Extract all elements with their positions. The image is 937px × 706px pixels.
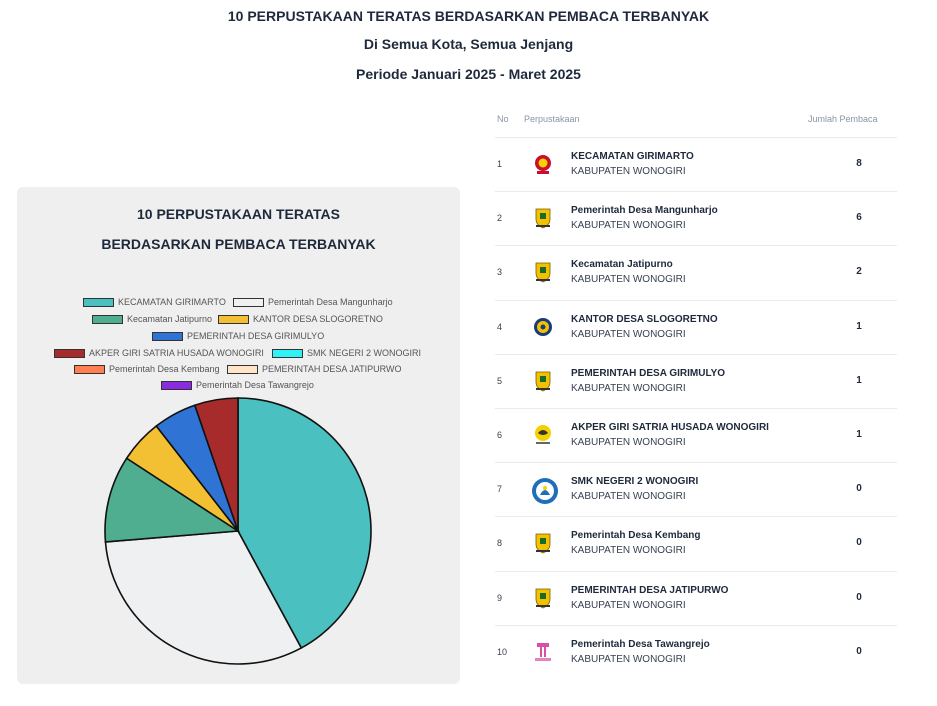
round-emblem-icon bbox=[531, 315, 555, 339]
table-row[interactable] bbox=[495, 137, 897, 191]
page-title: 10 PERPUSTAKAAN TERATAS BERDASARKAN PEMBACA TERBANYAK bbox=[227, 8, 710, 24]
chart-title-line1: 10 PERPUSTAKAAN TERATAS bbox=[136, 206, 341, 222]
legend-label: Pemerintah Desa Mangunharjo bbox=[268, 297, 393, 307]
library-name[interactable]: PEMERINTAH DESA JATIPURWO bbox=[571, 584, 729, 596]
library-name[interactable]: KECAMATAN GIRIMARTO bbox=[571, 151, 694, 162]
table-row[interactable] bbox=[495, 354, 897, 408]
shield-emblem-icon bbox=[531, 206, 555, 230]
red-emblem-icon bbox=[531, 152, 555, 176]
shield-emblem-icon bbox=[531, 369, 555, 393]
legend-label: KANTOR DESA SLOGORETNO bbox=[253, 314, 383, 324]
reader-count: 1 bbox=[856, 429, 862, 440]
library-regency: KABUPATEN WONOGIRI bbox=[571, 220, 686, 232]
shield-emblem-icon bbox=[531, 586, 555, 610]
period-label: Periode Januari 2025 - Maret 2025 bbox=[356, 66, 581, 82]
chart-card bbox=[17, 187, 460, 684]
reader-count: 6 bbox=[856, 212, 862, 224]
table-row[interactable] bbox=[495, 625, 897, 679]
col-header-readers: Jumlah Pembaca bbox=[808, 114, 878, 124]
row-number: 10 bbox=[497, 646, 508, 657]
legend-label: Pemerintah Desa Tawangrejo bbox=[196, 380, 314, 390]
pie-chart bbox=[17, 187, 460, 684]
reader-count: 8 bbox=[856, 158, 862, 169]
reader-count: 1 bbox=[856, 374, 862, 386]
reader-count: 0 bbox=[856, 537, 862, 549]
akper-emblem-icon bbox=[531, 423, 555, 447]
chart-title-line2: BERDASARKAN PEMBACA TERBANYAK bbox=[101, 236, 376, 252]
library-regency: KABUPATEN WONOGIRI bbox=[571, 599, 686, 611]
row-number: 8 bbox=[497, 538, 503, 549]
library-regency: KABUPATEN WONOGIRI bbox=[571, 328, 686, 340]
library-regency: KABUPATEN WONOGIRI bbox=[571, 437, 686, 448]
reader-count: 1 bbox=[856, 320, 862, 332]
row-number: 6 bbox=[497, 430, 503, 440]
row-number: 3 bbox=[497, 267, 503, 278]
reader-count: 0 bbox=[856, 645, 862, 657]
col-header-no: No bbox=[497, 114, 509, 124]
table-row[interactable] bbox=[495, 571, 897, 625]
reader-count: 0 bbox=[856, 483, 862, 495]
row-number: 9 bbox=[497, 592, 503, 603]
reader-count: 0 bbox=[856, 591, 862, 603]
legend-label: Kecamatan Jatipurno bbox=[127, 314, 213, 324]
library-regency: KABUPATEN WONOGIRI bbox=[571, 382, 686, 394]
table-row[interactable] bbox=[495, 462, 897, 516]
library-regency: KABUPATEN WONOGIRI bbox=[571, 166, 686, 177]
table-row[interactable] bbox=[495, 300, 897, 354]
legend-label: PEMERINTAH DESA GIRIMULYO bbox=[187, 331, 325, 341]
legend-label: Pemerintah Desa Kembang bbox=[109, 364, 220, 374]
table-row[interactable] bbox=[495, 516, 897, 570]
library-name[interactable]: KANTOR DESA SLOGORETNO bbox=[571, 313, 718, 325]
legend-label: AKPER GIRI SATRIA HUSADA WONOGIRI bbox=[89, 348, 264, 358]
page-subtitle: Di Semua Kota, Semua Jenjang bbox=[363, 36, 574, 52]
row-number: 2 bbox=[497, 213, 503, 224]
library-regency: KABUPATEN WONOGIRI bbox=[571, 274, 686, 286]
library-name[interactable]: Pemerintah Desa Tawangrejo bbox=[571, 638, 710, 650]
library-name[interactable]: Pemerintah Desa Mangunharjo bbox=[571, 205, 718, 217]
pink-emblem-icon bbox=[531, 640, 555, 664]
library-table bbox=[478, 92, 915, 692]
library-regency: KABUPATEN WONOGIRI bbox=[571, 653, 686, 665]
library-name[interactable]: PEMERINTAH DESA GIRIMULYO bbox=[571, 367, 726, 379]
row-number: 5 bbox=[497, 375, 503, 386]
legend-label: KECAMATAN GIRIMARTO bbox=[118, 297, 226, 307]
shield-emblem-icon bbox=[531, 531, 555, 555]
legend-label: SMK NEGERI 2 WONOGIRI bbox=[307, 348, 422, 358]
library-name[interactable]: AKPER GIRI SATRIA HUSADA WONOGIRI bbox=[571, 422, 769, 433]
table-row[interactable] bbox=[495, 191, 897, 245]
library-name[interactable]: Pemerintah Desa Kembang bbox=[571, 530, 701, 542]
row-number: 4 bbox=[497, 321, 503, 332]
library-name[interactable]: Kecamatan Jatipurno bbox=[571, 259, 673, 271]
library-name[interactable]: SMK NEGERI 2 WONOGIRI bbox=[571, 476, 699, 488]
tut-wuri-emblem-icon bbox=[531, 477, 555, 501]
row-number: 7 bbox=[497, 484, 503, 495]
library-regency: KABUPATEN WONOGIRI bbox=[571, 491, 686, 503]
reader-count: 2 bbox=[856, 266, 862, 278]
table-row[interactable] bbox=[495, 245, 897, 299]
row-number: 1 bbox=[497, 159, 503, 169]
col-header-library: Perpustakaan bbox=[524, 114, 580, 124]
library-regency: KABUPATEN WONOGIRI bbox=[571, 545, 686, 557]
shield-emblem-icon bbox=[531, 260, 555, 284]
table-row[interactable] bbox=[495, 408, 897, 462]
legend-label: PEMERINTAH DESA JATIPURWO bbox=[262, 364, 402, 374]
